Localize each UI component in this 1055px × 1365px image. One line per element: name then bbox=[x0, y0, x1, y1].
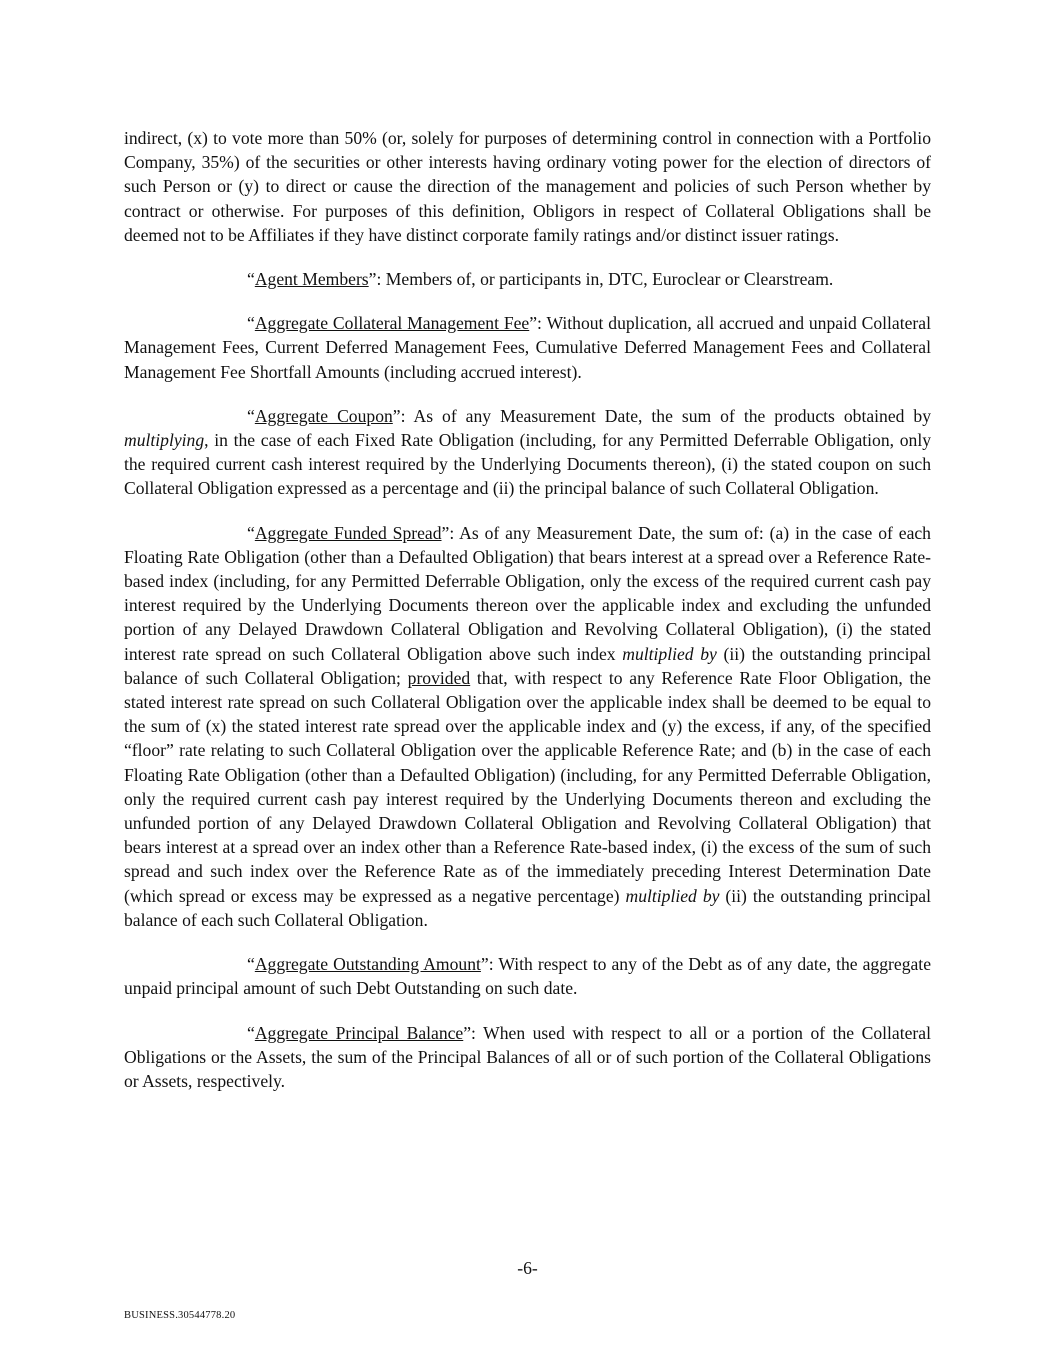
definition-text: As of any Measurement Date, the sum of: (a) in the case of each Floating Rate Obligation (other than a Defaulted Obligation) that bears interest at a spread over a Reference Rate-based index (including, for any Permitted Deferrable Obligation, only the excess of the required current cash pay interest required by the Underlying Documents thereon over the applicable index and excluding the unfunded portion of any Delayed Drawdown Collateral Obligation and Revolving Collateral Obligation), (i) the stated interest rate spread on such Collateral Obligation above such index bbox=[124, 522, 931, 664]
defined-term: Aggregate Outstanding Amount bbox=[254, 954, 481, 975]
document-id: BUSINESS.30544778.20 bbox=[124, 1310, 236, 1321]
open-quote: “ bbox=[247, 954, 255, 975]
definition-agent-members bbox=[124, 267, 931, 291]
emphasis-text: multiplying bbox=[124, 430, 205, 451]
term-close: ”: bbox=[368, 269, 386, 290]
term-close: ”: bbox=[529, 313, 547, 334]
definition-text: When used with respect to all or a portion of the Collateral Obligations or the Assets, the sum of the Principal Balances of all or of such portion of the Collateral Obligations or Assets, respectively. bbox=[124, 1022, 931, 1091]
defined-term: Aggregate Collateral Management Fee bbox=[254, 313, 530, 334]
term-close: ”: bbox=[480, 954, 499, 975]
open-quote: “ bbox=[247, 269, 255, 290]
open-quote: “ bbox=[247, 522, 255, 543]
paragraph-affiliate-continuation bbox=[124, 126, 931, 247]
definition-text: that, with respect to any Reference Rate Floor Obligation, the stated interest rate spread on such Collateral Obligation over the applicable index shall be deemed to be equal to the sum of (x) the stated interest rate spread over the applicable index and (y) the excess, if any, of the specified “floor” rate relating to such Collateral Obligation over the applicable Reference Rate; and (b) in the case of each Floating Rate Obligation (other than a Defaulted Obligation) (including, for any Permitted Deferrable Obligation, only the required current cash pay interest required by the Underlying Documents thereon and excluding the unfunded portion of any Delayed Drawdown Collateral Obligation and Revolving Collateral Obligation) that bears interest at a spread over an index other than a Reference Rate-based index, (i) the excess of the sum of such spread and such index over the Reference Rate as of the immediately preceding Interest Determination Date (which spread or excess may be expressed as a negative percentage) bbox=[124, 667, 931, 906]
term-close: ”: bbox=[392, 405, 414, 426]
open-quote: “ bbox=[247, 1022, 255, 1043]
definition-text: Without duplication, all accrued and unpaid Collateral Management Fees, Current Deferred Management Fees, Cumulative Deferred Management Fees and Collateral Management Fee Shortfall Amounts (including accrued interest). bbox=[124, 313, 931, 382]
definition-text: As of any Measurement Date, the sum of the products obtained by bbox=[413, 405, 932, 426]
defined-term: Agent Members bbox=[254, 269, 369, 290]
definition-text: , in the case of each Fixed Rate Obligation (including, for any Permitted Deferrable Obligation, only the required current cash interest required by the Underlying Documents thereon), (i) the stated coupon on such Collateral Obligation expressed as a percentage and (ii) the principal balance of such Collateral Obligation. bbox=[124, 430, 931, 499]
definition-text: With respect to any of the Debt as of any date, the aggregate unpaid principal amount of such Debt Outstanding on such date. bbox=[124, 954, 931, 999]
definition-text: (ii) the outstanding principal balance of each such Collateral Obligation. bbox=[124, 885, 931, 930]
definition-text: (ii) the outstanding principal balance of such Collateral Obligation; bbox=[124, 643, 931, 688]
open-quote: “ bbox=[247, 405, 255, 426]
emphasis-text: multiplied by bbox=[622, 643, 717, 664]
definition-aggregate-coupon bbox=[124, 404, 931, 501]
definition-aggregate-collateral-management-fee bbox=[124, 311, 931, 384]
page-number: -6- bbox=[517, 1258, 538, 1278]
defined-term: Aggregate Funded Spread bbox=[254, 522, 442, 543]
underlined-text: provided bbox=[407, 667, 471, 688]
defined-term: Aggregate Coupon bbox=[254, 405, 393, 426]
defined-term: Aggregate Principal Balance bbox=[254, 1022, 464, 1043]
open-quote: “ bbox=[247, 313, 255, 334]
term-close: ”: bbox=[463, 1022, 484, 1043]
definition-aggregate-principal-balance bbox=[124, 1021, 931, 1094]
emphasis-text: multiplied by bbox=[625, 885, 720, 906]
document-body bbox=[124, 126, 931, 1093]
definition-text: Members of, or participants in, DTC, Euroclear or Clearstream. bbox=[385, 269, 834, 290]
definition-aggregate-outstanding-amount bbox=[124, 952, 931, 1000]
definition-aggregate-funded-spread bbox=[124, 521, 931, 932]
paragraph-text: indirect, (x) to vote more than 50% (or, solely for purposes of determining control in connection with a Portfolio Company, 35%) of the securities or other interests having ordinary voting power for the election of directors of such Person or (y) to direct or cause the direction of the management and policies of such Person whether by contract or otherwise. For purposes of this definition, Obligors in respect of Collateral Obligations shall be deemed not to be Affiliates if they have distinct corporate family ratings and/or distinct issuer ratings. bbox=[124, 128, 931, 245]
term-close: ”: bbox=[441, 522, 460, 543]
